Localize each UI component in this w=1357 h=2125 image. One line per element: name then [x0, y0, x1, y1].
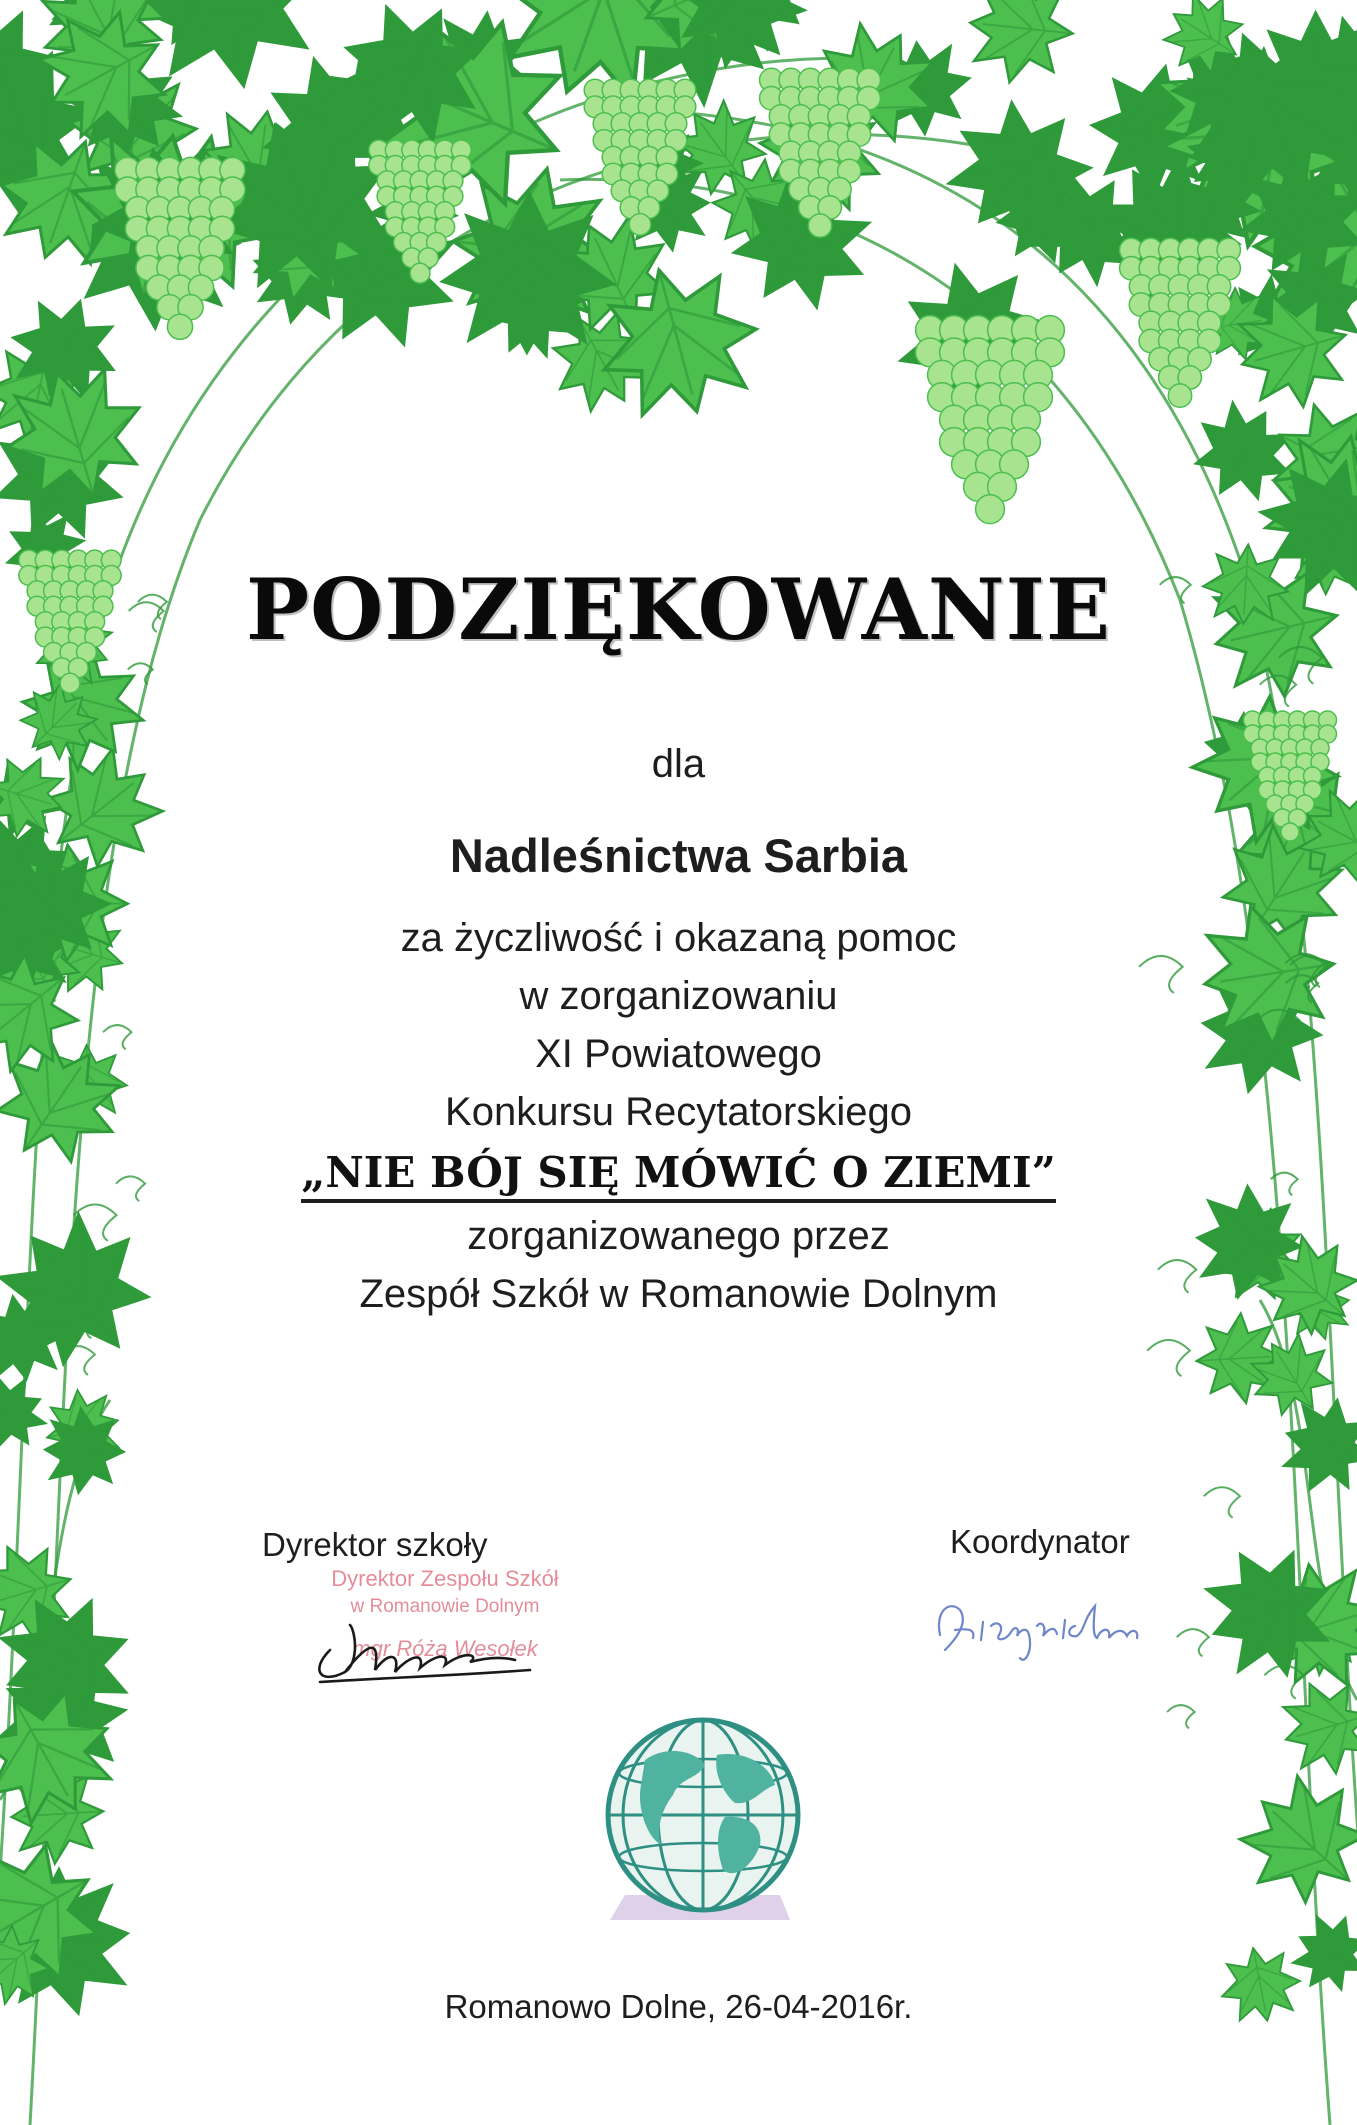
- coordinator-signature: [925, 1570, 1195, 1670]
- contest-name-row: [0, 1148, 1357, 1197]
- recipient-name: Nadleśnictwa Sarbia: [449, 829, 908, 882]
- reason-line-4: Konkursu Recytatorskiego: [445, 1090, 912, 1134]
- director-label: Dyrektor szkoły: [262, 1526, 488, 1563]
- organizer-line-2: Zespół Szkół w Romanowie Dolnym: [359, 1272, 998, 1316]
- organizer-line-1: zorganizowanego przez: [467, 1214, 890, 1258]
- for-label: dla: [651, 742, 706, 786]
- reason-line-2: w zorganizowaniu: [519, 974, 838, 1018]
- reason-line-1: za życzliwość i okazaną pomoc: [400, 916, 957, 960]
- reason-line-3: XI Powiatowego: [535, 1032, 822, 1076]
- coordinator-label: Koordynator: [950, 1523, 1130, 1560]
- certificate-title: PODZIĘKOWANIE: [246, 560, 1111, 659]
- place-date: Romanowo Dolne, 26-04-2016r.: [444, 1988, 913, 2025]
- contest-name: „NIE BÓJ SIĘ MÓWIĆ O ZIEMI”: [301, 1148, 1056, 1203]
- director-signature: [300, 1600, 560, 1690]
- stamp-line-2: w Romanowie Dolnym: [350, 1596, 540, 1617]
- globe-icon: [585, 1705, 825, 1945]
- stamp-line-1: Dyrektor Zespołu Szkół: [331, 1566, 559, 1591]
- stamp-line-3: mgr Róża Wesołek: [352, 1636, 538, 1661]
